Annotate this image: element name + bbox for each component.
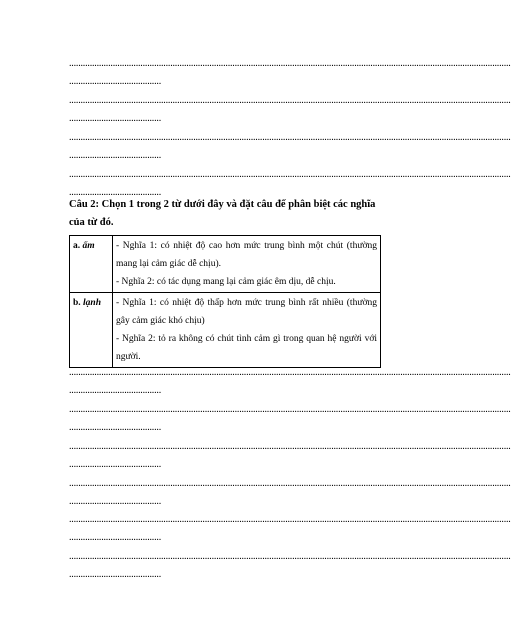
question-2: Câu 2: Chọn 1 trong 2 từ dưới đây và đặt câu để phân biệt các nghĩa của từ đó. (69, 199, 376, 228)
answer-line: ................................................................................................................................................................................................ (69, 514, 511, 525)
answer-line: ........................................ (69, 532, 162, 543)
answer-line: ........................................ (69, 422, 162, 433)
answer-line: ........................................ (69, 150, 162, 161)
sense-2: - Nghĩa 2: tỏ ra không có chút tình cảm gì trong quan hệ người với người. (116, 334, 377, 362)
answer-line: ................................................................................................................................................................................................ (69, 478, 511, 489)
answer-line: ........................................ (69, 496, 162, 507)
word: lạnh (83, 298, 102, 308)
answer-line: ........................................ (69, 569, 162, 580)
answer-line: ................................................................................................................................................................................................ (69, 95, 511, 106)
senses-cell (113, 236, 381, 293)
word-cell (70, 236, 113, 293)
word: ấm (82, 241, 95, 251)
answer-line: ................................................................................................................................................................................................ (69, 551, 511, 562)
sense-2: - Nghĩa 2: có tác dụng mang lại cảm giác êm dịu, dễ chịu. (116, 277, 336, 287)
word-cell (70, 293, 113, 368)
sense-1: - Nghĩa 1: có nhiệt độ cao hơn mức trung bình một chút (thường mang lại cảm giác dễ chịu). (116, 241, 377, 269)
answer-line: ................................................................................................................................................................................................ (69, 441, 511, 452)
table-row (70, 236, 381, 293)
answer-line: ........................................ (69, 459, 162, 470)
word-label: b. (73, 298, 84, 308)
answer-line: ................................................................................................................................................................................................ (69, 58, 511, 69)
sense-1: - Nghĩa 1: có nhiệt độ thấp hơn mức trung bình rất nhiều (thường gây cảm giác khó chịu) (116, 298, 377, 326)
word-label: a. (73, 241, 83, 251)
answer-line: ........................................ (69, 113, 162, 124)
answer-line: ................................................................................................................................................................................................ (69, 169, 511, 180)
answer-line: ........................................ (69, 76, 162, 87)
answer-line: ................................................................................................................................................................................................ (69, 132, 511, 143)
senses-cell (113, 293, 381, 368)
answer-line: ........................................ (69, 385, 162, 396)
answer-line: ................................................................................................................................................................................................ (69, 404, 511, 415)
answer-line: ........................................ (69, 187, 162, 198)
meanings-table (69, 235, 381, 368)
answer-line: ................................................................................................................................................................................................ (69, 367, 511, 378)
table-row (70, 293, 381, 368)
